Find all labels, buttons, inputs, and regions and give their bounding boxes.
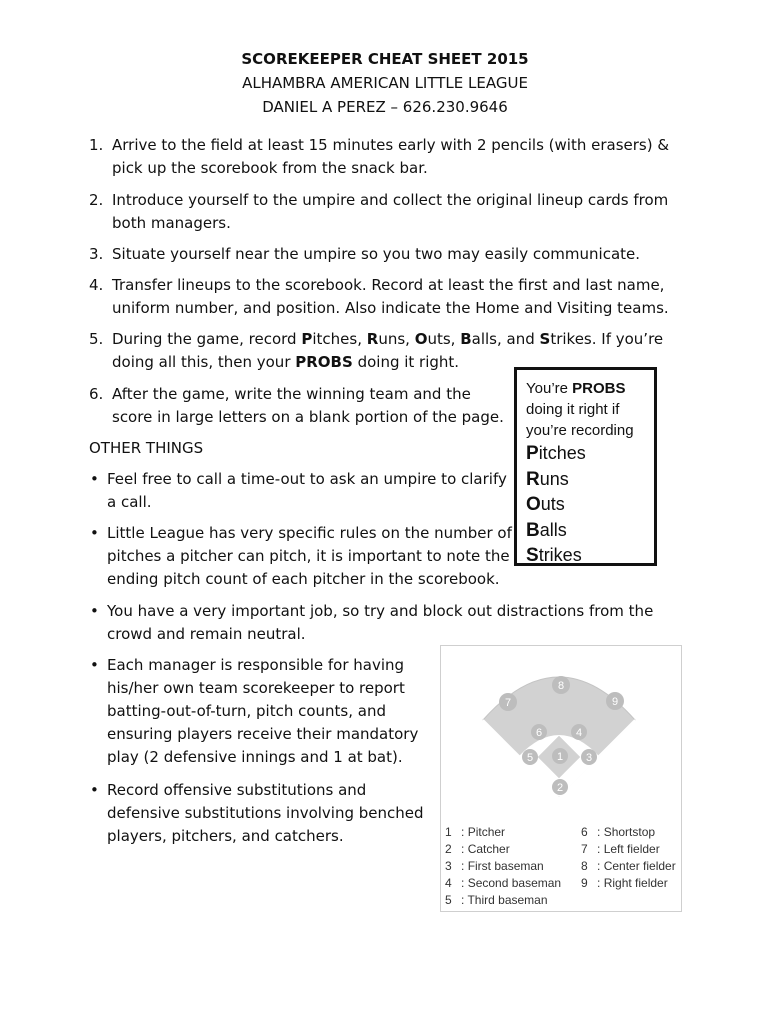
step-number: 4.	[89, 276, 104, 294]
league-name: ALHAMBRA AMERICAN LITTLE LEAGUE	[242, 74, 528, 92]
step-text-line: uniform number, and position. Also indicate the Home and Visiting teams.	[112, 299, 669, 317]
other-things-heading: OTHER THINGS	[89, 439, 204, 457]
position-marker-2	[552, 779, 568, 795]
probs-word-balls: Balls	[526, 519, 567, 541]
step-text-line: score in large letters on a blank portion of the page.	[112, 408, 504, 426]
bullet-item	[89, 522, 512, 591]
step-2	[89, 189, 668, 235]
step-text-line: Transfer lineups to the scorebook. Record at least the first and last name,	[112, 276, 665, 294]
bullet-item	[89, 654, 418, 769]
document-title: SCOREKEEPER CHEAT SHEET 2015	[241, 50, 529, 68]
legend-entry-8: 8 : Center fielder	[581, 859, 676, 873]
bullet-text-line: his/her own team scorekeeper to report	[107, 679, 405, 697]
position-marker-8	[552, 676, 570, 694]
legend-entry-5: 5 : Third baseman	[445, 893, 548, 907]
step-number: 5.	[89, 330, 104, 348]
bullet-text-line: You have a very important job, so try and block out distractions from the	[107, 602, 654, 620]
probs-word-outs: Outs	[526, 494, 565, 515]
bullet-text-line: defensive substitutions involving benched	[107, 804, 424, 822]
svg-text:8: 8	[557, 680, 565, 692]
bullet-icon: •	[90, 602, 99, 620]
position-marker-1	[552, 748, 568, 764]
step-number: 6.	[89, 385, 104, 403]
bullet-text-line: play (2 defensive innings and 1 at bat).	[107, 748, 403, 766]
bullet-text-line: Record offensive substitutions and	[107, 781, 367, 799]
position-marker-9	[606, 692, 624, 710]
step-text-line: doing all this, then your PROBS doing it right.	[112, 353, 460, 371]
bullet-item	[89, 468, 507, 514]
bullet-text-line: ending pitch count of each pitcher in the scorebook.	[107, 570, 500, 588]
svg-text:2: 2	[556, 782, 564, 794]
position-marker-3	[581, 749, 597, 765]
svg-text:9: 9	[611, 696, 619, 708]
step-number: 1.	[89, 136, 104, 154]
legend-entry-2: 2 : Catcher	[445, 842, 510, 856]
svg-text:3: 3	[585, 752, 593, 764]
bullet-text-line: players, pitchers, and catchers.	[107, 827, 344, 845]
position-marker-6	[531, 724, 547, 740]
svg-text:6: 6	[535, 727, 543, 739]
field-positions-figure	[440, 645, 682, 912]
baseball-diamond-diagram	[441, 646, 681, 824]
svg-text:7: 7	[504, 697, 512, 709]
position-marker-4	[571, 724, 587, 740]
step-text-line: After the game, write the winning team and the	[112, 385, 471, 403]
bullet-text-line: crowd and remain neutral.	[107, 625, 306, 643]
svg-text:1: 1	[556, 751, 564, 763]
step-6	[89, 383, 504, 429]
position-legend	[445, 824, 679, 909]
legend-entry-9: 9 : Right fielder	[581, 876, 668, 890]
bullet-icon: •	[90, 781, 99, 799]
step-text-line: pick up the scorebook from the snack bar.	[112, 159, 428, 177]
bullet-text-line: Feel free to call a time-out to ask an umpire to clarify	[107, 470, 507, 488]
bullet-item	[89, 779, 424, 848]
probs-intro-line: doing it right if	[526, 401, 620, 418]
legend-entry-4: 4 : Second baseman	[445, 876, 562, 890]
bullet-text-line: Little League has very specific rules on the number of	[107, 524, 512, 542]
legend-entry-6: 6 : Shortstop	[581, 825, 656, 839]
position-marker-5	[522, 749, 538, 765]
bullet-icon: •	[90, 524, 99, 542]
svg-text:4: 4	[575, 727, 583, 739]
bullet-icon: •	[90, 470, 99, 488]
probs-word-pitches: Pitches	[526, 443, 586, 464]
step-3	[89, 243, 640, 266]
step-number: 3.	[89, 245, 104, 263]
probs-word-runs: Runs	[526, 468, 569, 490]
legend-entry-7: 7 : Left fielder	[581, 842, 660, 856]
step-4	[89, 274, 669, 320]
bullet-text-line: ensuring players receive their mandatory	[107, 725, 419, 743]
step-1	[89, 134, 669, 180]
bullet-text-line: Each manager is responsible for having	[107, 656, 405, 674]
legend-entry-3: 3 : First baseman	[445, 859, 544, 873]
step-text-line: During the game, record Pitches, Runs, Outs, Balls, and Strikes. If you’re	[112, 330, 664, 348]
probs-intro-line: you’re recording	[526, 422, 634, 439]
bullet-text-line: pitches a pitcher can pitch, it is important to note the	[107, 547, 510, 565]
bullet-text-line: a call.	[107, 493, 152, 511]
position-marker-7	[499, 693, 517, 711]
bullet-item	[89, 600, 653, 646]
bullet-icon: •	[90, 656, 99, 674]
step-text-line: Introduce yourself to the umpire and collect the original lineup cards from	[112, 191, 669, 209]
step-text-line: Arrive to the field at least 15 minutes early with 2 pencils (with erasers) &	[112, 136, 670, 154]
probs-callout-box	[514, 367, 657, 566]
legend-entry-1: 1 : Pitcher	[445, 825, 506, 839]
svg-text:5: 5	[526, 752, 534, 764]
probs-intro-line: You’re PROBS	[526, 380, 626, 397]
contact-line: DANIEL A PEREZ – 626.230.9646	[262, 98, 508, 116]
probs-word-strikes: Strikes	[526, 545, 582, 566]
step-text-line: both managers.	[112, 214, 231, 232]
bullet-text-line: batting-out-of-turn, pitch counts, and	[107, 702, 386, 720]
document-header	[0, 47, 770, 119]
step-number: 2.	[89, 191, 104, 209]
step-text-line: Situate yourself near the umpire so you two may easily communicate.	[112, 245, 641, 263]
